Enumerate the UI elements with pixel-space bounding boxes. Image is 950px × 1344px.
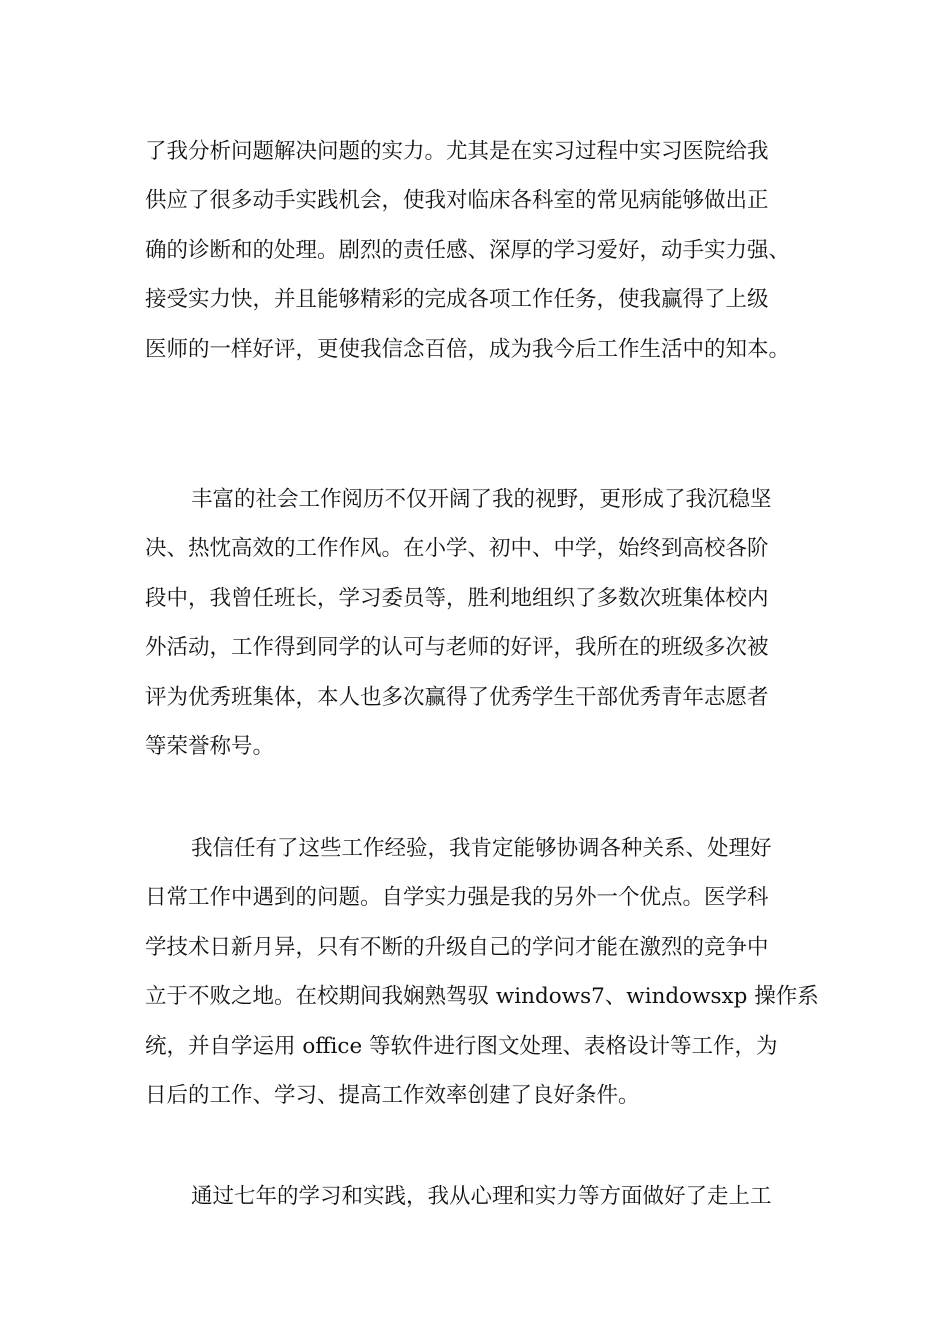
text-line: 确的诊断和的处理。剧烈的责任感、深厚的学习爱好，动手实力强、	[145, 237, 791, 263]
text-line: 评为优秀班集体，本人也多次赢得了优秀学生干部优秀青年志愿者	[145, 684, 769, 710]
text-line: 学技术日新月异，只有不断的升级自己的学问才能在激烈的竞争中	[145, 934, 769, 960]
text-line: 段中，我曾任班长，学习委员等，胜利地组织了多数次班集体校内	[145, 585, 769, 611]
text-line: 丰富的社会工作阅历不仅开阔了我的视野，更形成了我沉稳坚	[191, 487, 772, 512]
text-line: 日后的工作、学习、提高工作效率创建了良好条件。	[145, 1082, 640, 1108]
text-line: 决、热忱高效的工作作风。在小学、初中、中学，始终到高校各阶	[145, 536, 769, 562]
text-line: 通过七年的学习和实践，我从心理和实力等方面做好了走上工	[191, 1184, 772, 1209]
text-line: 等荣誉称号。	[145, 733, 275, 759]
paragraph-self-study	[145, 824, 835, 1120]
text-line: 接受实力快，并且能够精彩的完成各项工作任务，使我赢得了上级	[145, 287, 769, 313]
text-line: 了我分析问题解决问题的实力。尤其是在实习过程中实习医院给我	[145, 139, 769, 164]
text-line: 供应了很多动手实践机会，使我对临床各科室的常见病能够做出正	[145, 188, 769, 214]
paragraph-social-work	[145, 475, 835, 771]
paragraph-conclusion	[145, 1172, 835, 1221]
text-line: 日常工作中遇到的问题。自学实力强是我的另外一个优点。医学科	[145, 885, 769, 911]
text-line: 医师的一样好评，更使我信念百倍，成为我今后工作生活中的知本。	[145, 336, 791, 362]
text-line: 外活动，工作得到同学的认可与老师的好评，我所在的班级多次被	[145, 635, 769, 661]
paragraph-internship-skills	[145, 127, 835, 374]
text-line: 统，并自学运用 office 等软件进行图文处理、表格设计等工作，为	[145, 1033, 778, 1059]
text-line: 我信任有了这些工作经验，我肯定能够协调各种关系、处理好	[191, 836, 772, 861]
text-line: 立于不败之地。在校期间我娴熟驾驭 windows7、windowsxp 操作系	[145, 984, 819, 1010]
